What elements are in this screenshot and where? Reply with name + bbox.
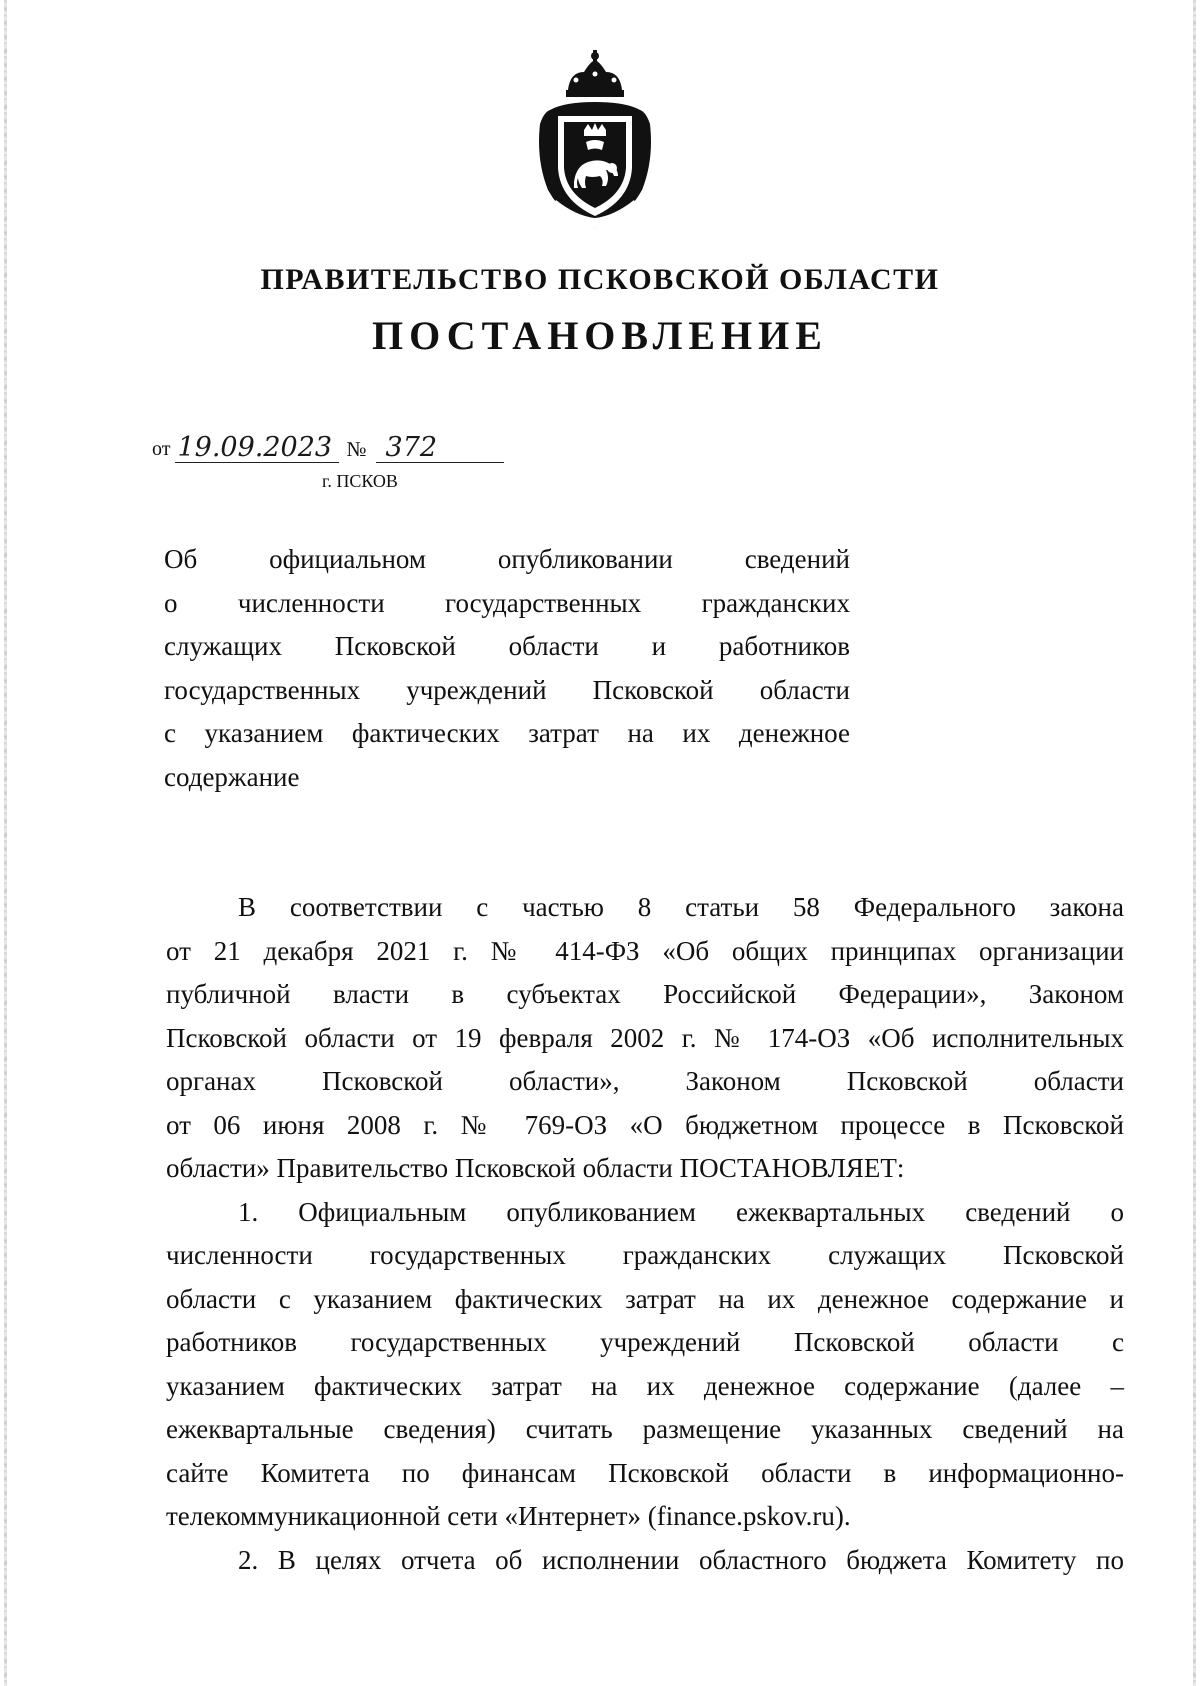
body-line: области» Правительство Псковской области ПОСТАНОВЛЯЕТ: [166, 1153, 905, 1183]
body-line: органах Псковской области», Законом Псковской области [166, 1066, 1124, 1096]
subject-line: о численности государственных гражданских [164, 587, 850, 618]
body-line: ежеквартальные сведения) считать размещение указанных сведений на [166, 1414, 1124, 1444]
document-date: 19.09.2023 [175, 434, 339, 463]
body-line: указанием фактических затрат на их денежное содержание (далее – [166, 1370, 1124, 1401]
subject-line: содержание [164, 761, 300, 792]
body-line: публичной власти в субъектах Российской Федерации», Законом [166, 979, 1124, 1009]
subject-line: с указанием фактических затрат на их денежное [164, 718, 850, 748]
scan-edge-right [1193, 0, 1196, 1686]
body-line: от 06 июня 2008 г. № 769-ОЗ «О бюджетном процессе в Псковской [166, 1109, 1124, 1140]
document-body [166, 886, 1124, 1582]
body-line: 2. В целях отчета об исполнении областного бюджета Комитету по [238, 1544, 1124, 1575]
number-sign: № [346, 437, 367, 461]
date-number-line [152, 434, 504, 464]
subject-line: государственных учреждений Псковской области [164, 674, 850, 705]
body-line: В соответствии с частью 8 статьи 58 Федерального закона [238, 892, 1124, 922]
pskov-coat-of-arms-icon [526, 50, 664, 230]
body-line: 1. Официальным опубликованием ежеквартальных сведений о [238, 1196, 1124, 1227]
body-line: от 21 декабря 2021 г. № 414-ФЗ «Об общих принципах организации [166, 935, 1124, 966]
body-line: телекоммуникационной сети «Интернет» (finance.pskov.ru). [166, 1501, 851, 1531]
subject-line: служащих Псковской области и работников [164, 631, 850, 661]
government-name: ПРАВИТЕЛЬСТВО ПСКОВСКОЙ ОБЛАСТИ [260, 263, 940, 296]
body-line: работников государственных учреждений Псковской области с [166, 1327, 1124, 1357]
from-label: от [152, 438, 171, 460]
document-type: ПОСТАНОВЛЕНИЕ [372, 313, 828, 358]
document-number: 372 [376, 434, 504, 463]
body-line: Псковской области от 19 февраля 2002 г. № 174-ОЗ «Об исполнительных [166, 1022, 1124, 1053]
body-line: численности государственных гражданских служащих Псковской [166, 1240, 1124, 1270]
subject-line: Об официальном опубликовании сведений [164, 544, 850, 574]
body-line: сайте Комитета по финансам Псковской области в информационно- [166, 1457, 1124, 1488]
city: г. ПСКОВ [322, 471, 398, 491]
body-line: области с указанием фактических затрат на их денежное содержание и [166, 1283, 1124, 1314]
scan-edge-left [4, 0, 7, 1686]
document-subject [164, 538, 850, 799]
